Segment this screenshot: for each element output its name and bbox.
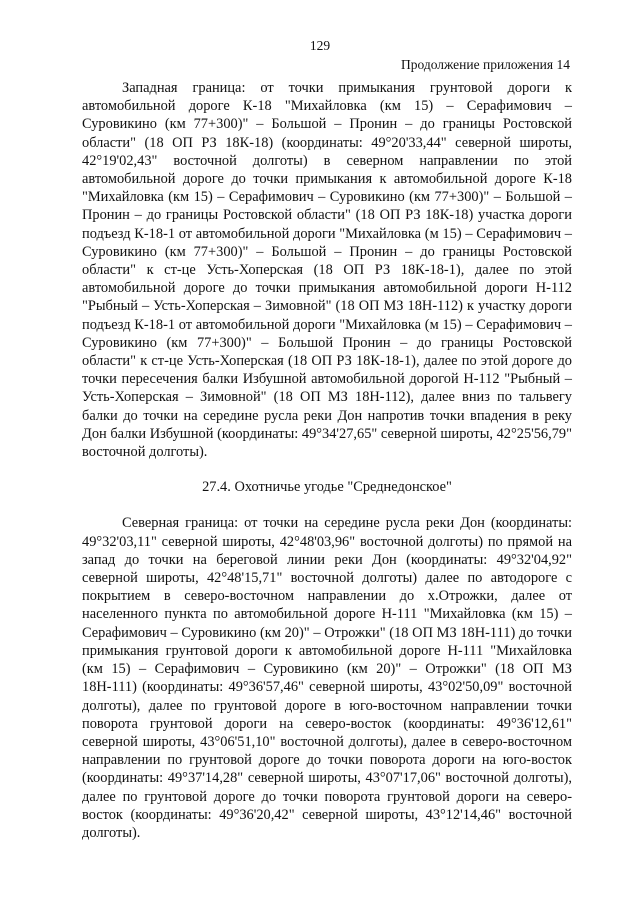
page-number: 129 <box>309 38 331 53</box>
section-heading: 27.4. Охотничье угодье "Среднедонское" <box>202 479 452 496</box>
western-boundary-paragraph: Западная граница: от точки примыкания грунтовой дороги к автомобильной дороге К-18 "Михайловка (км 15) – Серафимович – Суровикино (км 77+300)" – Большой – Пронин – до границы Ростовской области" (18 ОП РЗ 18К-18) (координаты: 49°20'33,44" северной широты, 42°19'02,43" восточной долготы) в северном направлении по этой автомобильной дороге до точки примыкания к автомобильной дороге К-18 "Михайловка (км 15) – Серафимович – Суровикино (км 77+300)" – Большой – Пронин – до границы Ростовской области" (18 ОП РЗ 18К-18) участка дороги подъезд К-18-1 от автомобильной дороги "Михайловка (м 15) – Серафимович – Суровикино (км 77+300)" – Большой – Пронин – до границы Ростовской области" к ст-це Усть-Хоперская (18 ОП РЗ 18К-18-1), далее по этой автомобильной дороге до точки примыкания автомобильной дороги Н-112 "Рыбный – Усть-Хоперская – Зимовной" (18 ОП МЗ 18Н-112) к участку дороги подъезд К-18-1 от автомобильной дороги "Михайловка (м 15) – Серафимович – Суровикино (км 77+300)" – Большой Пронин – до границы Ростовской области" к ст-це Усть-Хоперская (18 ОП РЗ 18К-18-1), далее по этой дороге до точки пересечения балки Избушной автомобильной дорогой Н-112 "Рыбный – Усть-Хоперская – Зимовной" (18 ОП МЗ 18Н-112), далее вниз по тальвегу балки до точки на середине русла реки Дон напротив точки впадения в реку Дон балки Избушной (координаты: 49°34'27,65" северной широты, 42°25'56,79" восточной долготы). <box>82 80 572 461</box>
appendix-continuation-label: Продолжение приложения 14 <box>400 57 570 72</box>
document-body <box>82 79 572 842</box>
northern-boundary-paragraph: Северная граница: от точки на середине русла реки Дон (координаты: 49°32'03,11" северной широты, 42°48'03,96" восточной долготы) по прямой на запад до точки на береговой линии реки Дон (координаты: 49°32'04,92" северной широты, 42°48'15,71" восточной долготы) далее по автодороге с покрытием в северо-восточном направлении до х.Отрожки, далее от населенного пункта по автомобильной дороге Н-111 "Михайловка (км 15) – Серафимович – Суровикино (км 20)" – Отрожки" (18 ОП МЗ 18Н-111) до точки примыкания грунтовой дороги к автомобильной дороге Н-111 "Михайловка (км 15) – Серафимович – Суровикино (км 20)" – Отрожки" (18 ОП МЗ 18Н-111) (координаты: 49°36'57,46" северной широты, 43°02'50,09" восточной долготы), далее по грунтовой дороге в юго-восточном направлении точки поворота грунтовой дороги на северо-восток (координаты: 49°36'12,61" северной широты, 43°06'51,10" восточной долготы), далее в северо-восточном направлении по грунтовой дороге до точки поворота дороги на юго-восток (координаты: 49°37'14,28" северной широты, 43°07'17,06" восточной долготы), далее по грунтовой дороге до точки поворота грунтовой дороги на северо-восток (координаты: 49°36'20,42" северной широты, 43°12'14,46" восточной долготы). <box>82 515 572 841</box>
